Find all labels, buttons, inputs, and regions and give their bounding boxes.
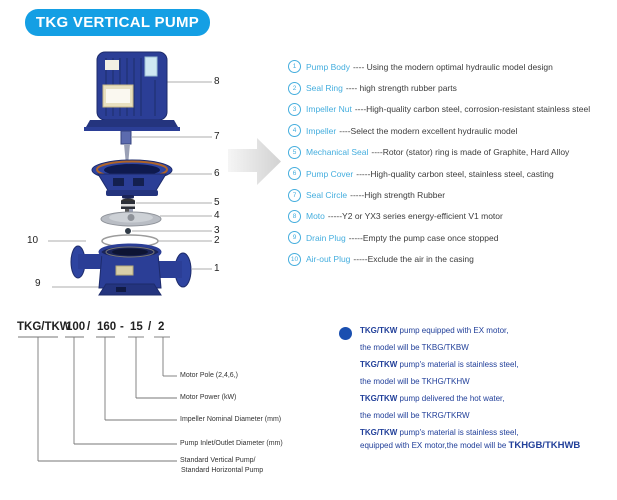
callout-10: 10 bbox=[27, 235, 39, 246]
note-line: TKG/TKW pump's material is stainless steel, bbox=[360, 428, 519, 437]
parts-list-item bbox=[288, 77, 614, 98]
circled-number-icon: 6 bbox=[288, 167, 301, 180]
part-name: Pump Body bbox=[306, 61, 350, 72]
circled-number-icon: 8 bbox=[288, 210, 301, 223]
model-code-separator: - bbox=[120, 321, 124, 333]
label-motor-pole: Motor Pole (2,4,6,) bbox=[180, 372, 238, 379]
circled-number-icon: 3 bbox=[288, 103, 301, 116]
model-code-separator: / bbox=[87, 321, 91, 333]
parts-list-item bbox=[288, 184, 614, 205]
part-name: Seal Circle bbox=[306, 190, 348, 201]
part-description: -----Y2 or YX3 series energy-efficient V1 motor bbox=[327, 211, 503, 222]
circled-number-icon: 7 bbox=[288, 189, 301, 202]
part-name: Seal Ring bbox=[306, 83, 343, 94]
callout-4: 4 bbox=[214, 210, 220, 221]
part-description: ----High-quality carbon steel, corrosion-resistant stainless steel bbox=[354, 104, 591, 115]
model-code-series: TKG/TKW bbox=[17, 321, 71, 333]
impeller-illustration bbox=[101, 209, 161, 226]
part-description: -----High-quality carbon steel, stainless steel, casting bbox=[356, 168, 554, 179]
model-code-diameter: 160 bbox=[97, 321, 117, 333]
title-banner bbox=[25, 9, 210, 36]
parts-list-item bbox=[288, 206, 614, 227]
part-description: -----High strength Rubber bbox=[350, 190, 446, 201]
part-name: Pump Cover bbox=[306, 168, 354, 179]
callout-9: 9 bbox=[35, 278, 41, 289]
callout-2: 2 bbox=[214, 235, 220, 246]
model-code-connectors bbox=[10, 315, 310, 480]
part-name: Moto bbox=[306, 211, 325, 222]
note-line: the model will be TKHG/TKHW bbox=[360, 377, 470, 386]
model-code-pole: 2 bbox=[158, 321, 165, 333]
bullet-icon bbox=[339, 327, 352, 340]
impeller-nut-illustration bbox=[125, 228, 131, 234]
part-description: -----Exclude the air in the casing bbox=[353, 254, 474, 265]
part-name: Mechanical Seal bbox=[306, 147, 369, 158]
parts-list-item bbox=[288, 163, 614, 184]
model-code-power: 15 bbox=[130, 321, 143, 333]
part-name: Impeller Nut bbox=[306, 104, 352, 115]
callout-3: 3 bbox=[214, 225, 220, 236]
callout-5: 5 bbox=[214, 197, 220, 208]
note-line: TKG/TKW pump equipped with EX motor, bbox=[360, 326, 509, 335]
circled-number-icon: 5 bbox=[288, 146, 301, 159]
label-standard-horizontal: Standard Horizontal Pump bbox=[181, 467, 264, 474]
parts-list-item bbox=[288, 249, 614, 270]
model-code-separator: / bbox=[148, 321, 152, 333]
parts-list-item bbox=[288, 142, 614, 163]
note-line: equipped with EX motor,the model will be TKHGB/TKHWB bbox=[360, 440, 581, 451]
parts-list-item bbox=[288, 56, 614, 77]
circled-number-icon: 4 bbox=[288, 124, 301, 137]
callout-6: 6 bbox=[214, 168, 220, 179]
model-notes bbox=[360, 325, 615, 457]
parts-list-item bbox=[288, 120, 614, 141]
parts-list-item bbox=[288, 99, 614, 120]
part-description: -----Empty the pump case once stopped bbox=[348, 232, 499, 243]
part-description: ----Select the modern excellent hydraulic model bbox=[339, 125, 518, 136]
part-description: ---- Using the modern optimal hydraulic model design bbox=[352, 61, 553, 72]
motor-illustration bbox=[84, 52, 180, 131]
callout-8: 8 bbox=[214, 76, 220, 87]
note-line: TKG/TKW pump's material is stainless steel, bbox=[360, 360, 519, 369]
circled-number-icon: 1 bbox=[288, 60, 301, 73]
part-name: Impeller bbox=[306, 125, 337, 136]
circled-number-icon: 2 bbox=[288, 82, 301, 95]
callout-1: 1 bbox=[214, 263, 220, 274]
parts-list-item bbox=[288, 227, 614, 248]
parts-list bbox=[288, 56, 614, 270]
part-description: ----Rotor (stator) ring is made of Graphite, Hard Alloy bbox=[371, 147, 570, 158]
arrow-right-icon bbox=[226, 136, 284, 188]
label-motor-power: Motor Power (kW) bbox=[180, 394, 237, 401]
page-title: TKG VERTICAL PUMP bbox=[35, 14, 200, 31]
pump-cover-illustration bbox=[92, 160, 172, 196]
model-code-inlet: 100 bbox=[66, 321, 86, 333]
callout-7: 7 bbox=[214, 131, 220, 142]
note-line: the model will be TKRG/TKRW bbox=[360, 411, 470, 420]
note-line: TKG/TKW pump delivered the hot water, bbox=[360, 394, 505, 403]
note-line: the model will be TKBG/TKBW bbox=[360, 343, 469, 352]
label-inlet-outlet: Pump Inlet/Outlet Diameter (mm) bbox=[180, 440, 283, 447]
circled-number-icon: 10 bbox=[288, 253, 301, 266]
label-impeller-diameter: Impeller Nominal Diameter (mm) bbox=[180, 416, 282, 423]
circled-number-icon: 9 bbox=[288, 231, 301, 244]
part-name: Drain Plug bbox=[306, 232, 346, 243]
part-name: Air-out Plug bbox=[306, 254, 351, 265]
label-standard-vertical: Standard Vertical Pump/ bbox=[180, 457, 256, 464]
part-description: ---- high strength rubber parts bbox=[345, 83, 457, 94]
